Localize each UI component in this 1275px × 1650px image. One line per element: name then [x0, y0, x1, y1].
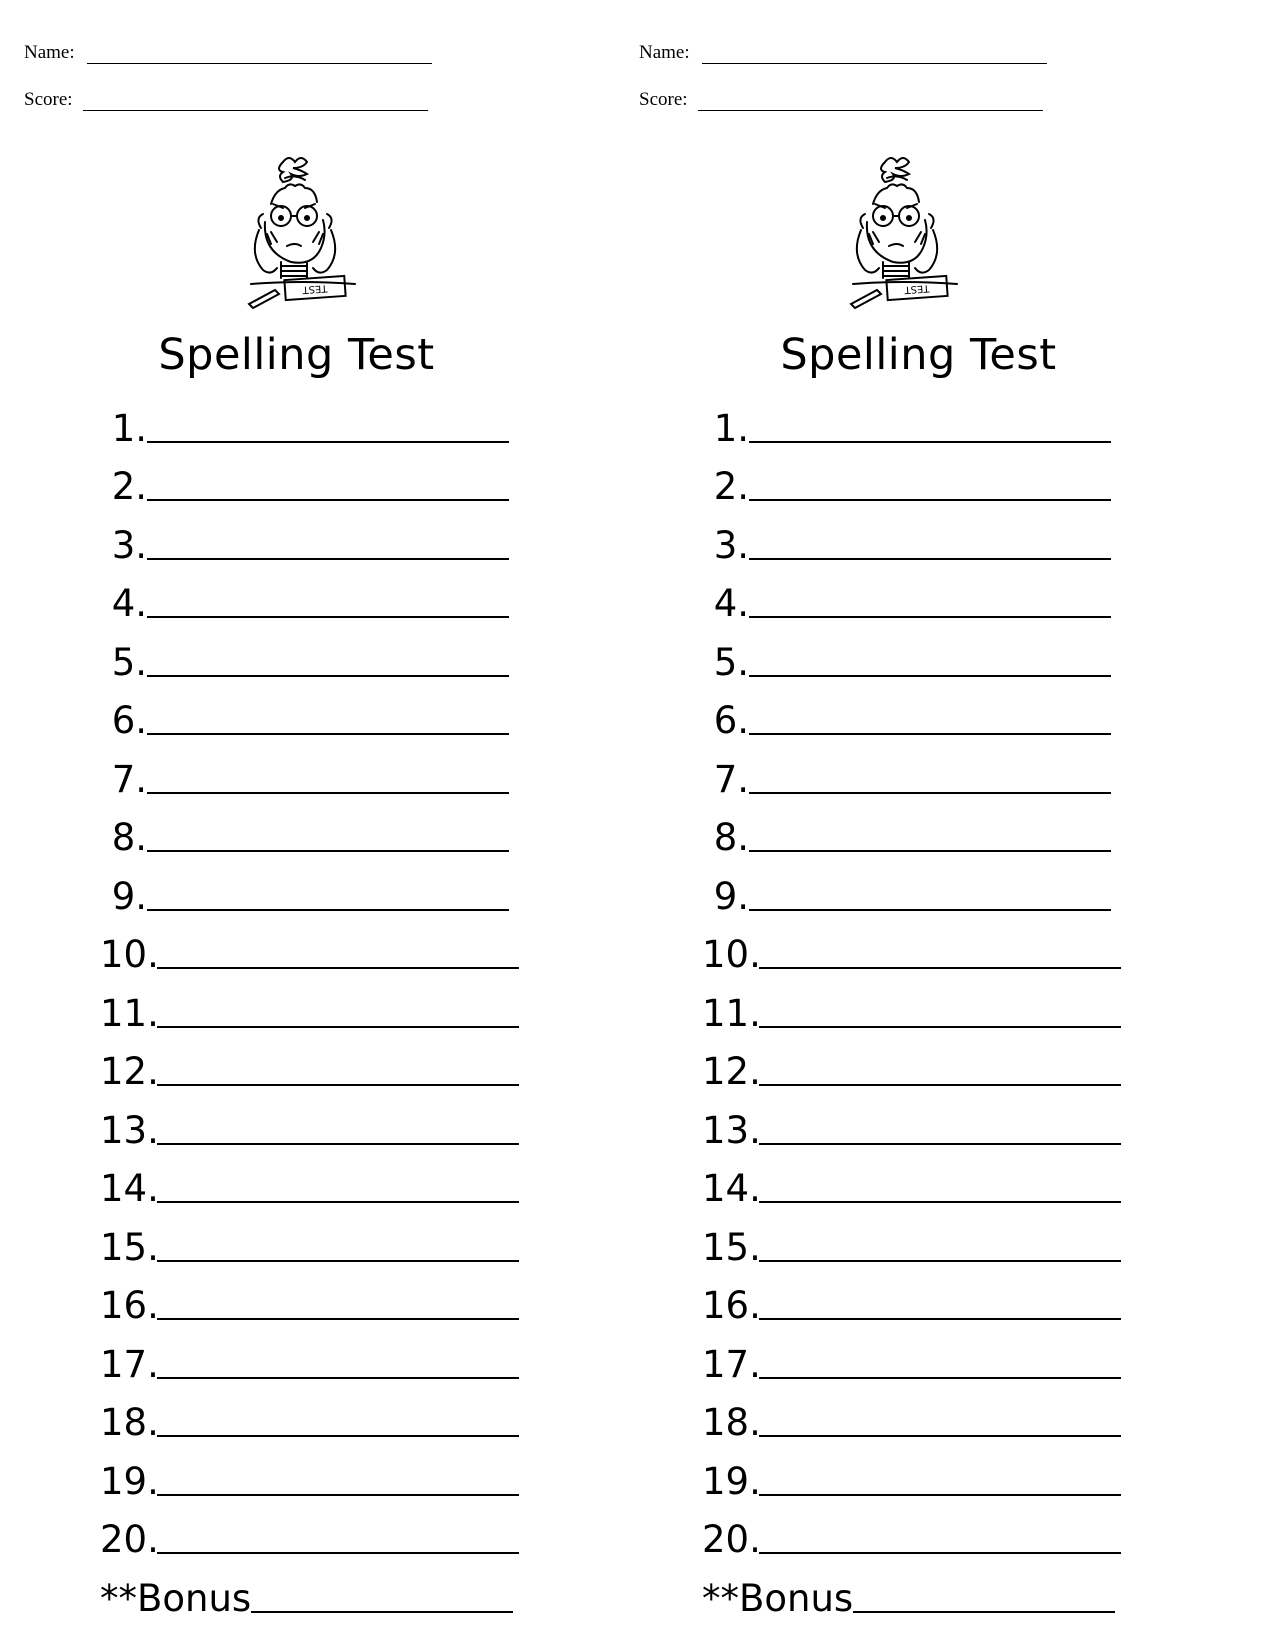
answer-row: [702, 856, 1121, 918]
answer-row: [100, 447, 519, 506]
answer-line[interactable]: [147, 647, 509, 677]
item-number: 4.: [713, 582, 749, 625]
item-number: 13.: [702, 1108, 761, 1152]
item-number: 15.: [100, 1225, 159, 1269]
item-number: 11.: [100, 991, 159, 1035]
answer-row: [100, 1032, 519, 1091]
name-label: Name:: [639, 42, 690, 63]
bonus-answer-line[interactable]: [251, 1583, 513, 1613]
score-field-row: [639, 89, 1043, 111]
score-field-row: [24, 89, 428, 111]
answer-list: [702, 388, 1121, 1620]
name-field-row: [639, 42, 1047, 64]
item-number: 20.: [702, 1518, 761, 1561]
item-number: 2.: [111, 465, 147, 508]
answer-line[interactable]: [157, 1115, 519, 1145]
answer-row: [100, 856, 519, 918]
answer-list: [100, 388, 519, 1620]
answer-row: [702, 447, 1121, 506]
answer-line[interactable]: [749, 705, 1111, 735]
answer-line[interactable]: [749, 822, 1111, 852]
answer-row: [702, 1149, 1121, 1208]
answer-row: [702, 1032, 1121, 1091]
answer-line[interactable]: [759, 998, 1121, 1028]
item-number: 18.: [702, 1401, 761, 1444]
item-number: 5.: [111, 640, 147, 684]
item-number: 17.: [702, 1342, 761, 1386]
spelling-sheet-left: [0, 0, 637, 1650]
answer-line[interactable]: [759, 1115, 1121, 1145]
item-number: 20.: [100, 1518, 159, 1561]
item-number: 7.: [111, 757, 147, 801]
answer-line[interactable]: [749, 413, 1111, 443]
answer-row: [702, 973, 1121, 1035]
bonus-label: **Bonus: [100, 1576, 252, 1620]
item-number: 19.: [702, 1459, 761, 1503]
answer-line[interactable]: [157, 1056, 519, 1086]
answer-line[interactable]: [759, 1173, 1121, 1203]
answer-line[interactable]: [749, 588, 1111, 618]
bonus-answer-line[interactable]: [853, 1583, 1115, 1613]
answer-line[interactable]: [147, 471, 509, 501]
answer-line[interactable]: [759, 1056, 1121, 1086]
answer-line[interactable]: [759, 1349, 1121, 1379]
answer-line[interactable]: [759, 1232, 1121, 1262]
answer-line[interactable]: [749, 881, 1111, 911]
answer-line[interactable]: [157, 998, 519, 1028]
answer-row: [702, 1324, 1121, 1386]
item-number: 14.: [702, 1167, 761, 1210]
answer-row: [100, 622, 519, 684]
name-input-line[interactable]: [87, 45, 432, 64]
answer-row: [100, 1500, 519, 1559]
answer-row: [702, 564, 1121, 623]
answer-row: [100, 505, 519, 567]
answer-line[interactable]: [157, 1466, 519, 1496]
item-number: 16.: [702, 1284, 761, 1327]
answer-line[interactable]: [157, 939, 519, 969]
item-number: 9.: [111, 874, 147, 918]
name-input-line[interactable]: [702, 45, 1047, 64]
item-number: 1.: [713, 406, 749, 450]
answer-line[interactable]: [147, 588, 509, 618]
answer-row: [100, 681, 519, 740]
answer-row: [100, 564, 519, 623]
item-number: 13.: [100, 1108, 159, 1152]
item-number: 18.: [100, 1401, 159, 1444]
answer-row: [702, 1383, 1121, 1442]
answer-line[interactable]: [157, 1524, 519, 1554]
answer-line[interactable]: [749, 647, 1111, 677]
answer-line[interactable]: [759, 1290, 1121, 1320]
item-number: 12.: [100, 1050, 159, 1093]
answer-row: [702, 1266, 1121, 1325]
item-number: 9.: [713, 874, 749, 918]
item-number: 1.: [111, 406, 147, 450]
answer-row: [100, 1207, 519, 1269]
answer-line[interactable]: [749, 471, 1111, 501]
answer-line[interactable]: [157, 1407, 519, 1437]
answer-row: [702, 388, 1121, 450]
score-label: Score:: [24, 89, 73, 110]
answer-row: [100, 1090, 519, 1152]
answer-line[interactable]: [147, 530, 509, 560]
item-number: 2.: [713, 465, 749, 508]
item-number: 3.: [111, 523, 147, 567]
answer-line[interactable]: [759, 1466, 1121, 1496]
answer-row: [100, 915, 519, 974]
bonus-row: [100, 1558, 519, 1620]
answer-line[interactable]: [749, 530, 1111, 560]
worksheet-title: Spelling Test: [158, 330, 435, 380]
student-thinking-illustration: [245, 152, 375, 322]
item-number: 4.: [111, 582, 147, 625]
item-number: 5.: [713, 640, 749, 684]
answer-line[interactable]: [759, 1524, 1121, 1554]
answer-row: [702, 798, 1121, 857]
answer-line[interactable]: [147, 822, 509, 852]
score-input-line[interactable]: [83, 92, 428, 111]
answer-line[interactable]: [157, 1349, 519, 1379]
item-number: 12.: [702, 1050, 761, 1093]
item-number: 10.: [702, 933, 761, 976]
item-number: 11.: [702, 991, 761, 1035]
name-field-row: [24, 42, 432, 64]
item-number: 8.: [111, 816, 147, 859]
item-number: 14.: [100, 1167, 159, 1210]
answer-row: [100, 1383, 519, 1442]
bonus-row: [702, 1558, 1121, 1620]
answer-row: [100, 1324, 519, 1386]
answer-row: [702, 1207, 1121, 1269]
answer-row: [100, 798, 519, 857]
svg-text:TEST: TEST: [904, 282, 930, 295]
answer-row: [702, 622, 1121, 684]
item-number: 8.: [713, 816, 749, 859]
answer-row: [702, 1441, 1121, 1503]
svg-text:TEST: TEST: [302, 282, 328, 295]
item-number: 6.: [713, 699, 749, 742]
item-number: 3.: [713, 523, 749, 567]
answer-row: [702, 915, 1121, 974]
answer-row: [100, 1266, 519, 1325]
answer-row: [702, 505, 1121, 567]
answer-line[interactable]: [147, 413, 509, 443]
item-number: 19.: [100, 1459, 159, 1503]
bonus-label: **Bonus: [702, 1576, 854, 1620]
answer-row: [100, 388, 519, 450]
answer-line[interactable]: [147, 764, 509, 794]
item-number: 6.: [111, 699, 147, 742]
score-label: Score:: [639, 89, 688, 110]
answer-row: [100, 739, 519, 801]
worksheet-title: Spelling Test: [780, 330, 1057, 380]
answer-line[interactable]: [759, 1407, 1121, 1437]
answer-row: [100, 973, 519, 1035]
answer-line[interactable]: [157, 1232, 519, 1262]
answer-row: [702, 681, 1121, 740]
answer-line[interactable]: [749, 764, 1111, 794]
item-number: 16.: [100, 1284, 159, 1327]
answer-row: [702, 1090, 1121, 1152]
answer-line[interactable]: [759, 939, 1121, 969]
item-number: 10.: [100, 933, 159, 976]
spelling-sheet-right: [637, 0, 1274, 1650]
student-thinking-illustration: [847, 152, 977, 322]
item-number: 15.: [702, 1225, 761, 1269]
answer-line[interactable]: [157, 1290, 519, 1320]
answer-row: [100, 1441, 519, 1503]
answer-row: [100, 1149, 519, 1208]
item-number: 17.: [100, 1342, 159, 1386]
answer-line[interactable]: [147, 881, 509, 911]
answer-line[interactable]: [147, 705, 509, 735]
name-label: Name:: [24, 42, 75, 63]
item-number: 7.: [713, 757, 749, 801]
answer-row: [702, 739, 1121, 801]
answer-line[interactable]: [157, 1173, 519, 1203]
answer-row: [702, 1500, 1121, 1559]
score-input-line[interactable]: [698, 92, 1043, 111]
